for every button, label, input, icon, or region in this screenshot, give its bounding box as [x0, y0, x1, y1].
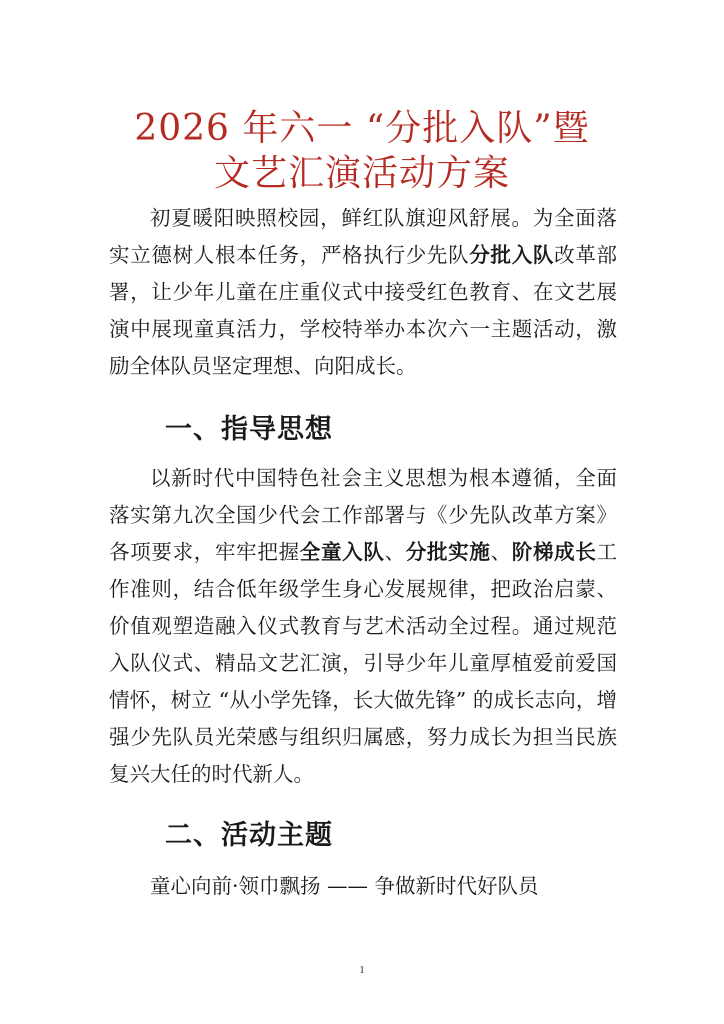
activity-theme-text: 童心向前·领巾飘扬 —— 争做新时代好队员 — [150, 874, 539, 898]
intro-text-part2: 改革部署，让少年儿童在庄重仪式中接受红色教育、在文艺展演中展现童真活力，学校特举办本次六一主题活动，激励全体队员坚定理想、向阳成长。 — [109, 243, 618, 378]
section-heading-guiding-thought: 一、指导思想 — [165, 414, 333, 445]
guide-text-part2: 工作准则，结合低年级学生身心发展规律，把政治启蒙、价值观塑造融入仪式教育与艺术活动全过程。通过规范入队仪式、精品文艺汇演，引导少年儿童厚植爱前爱国情怀，树立 “从小学先锋，长大做先锋” 的成长志向，增强少先队员光荣感与组织归属感，努力成长为担当民族复兴大任的时代新人。 — [109, 540, 618, 786]
guide-bold-term-2: 分批实施 — [405, 540, 491, 564]
page-number: 1 — [359, 964, 365, 976]
guide-separator-1: 、 — [384, 540, 406, 564]
intro-bold-term: 分批入队 — [469, 243, 555, 267]
guiding-thought-paragraph — [109, 460, 617, 793]
document-title-line2: 文艺汇演活动方案 — [213, 153, 510, 194]
guide-text-part1: 以新时代中国特色社会主义思想为根本遵循，全面落实第九次全国少代会工作部署与《少先队改革方案》各项要求，牢牢把握 — [109, 466, 617, 564]
section-heading-activity-theme: 二、活动主题 — [165, 820, 333, 851]
guide-bold-term-3: 阶梯成长 — [511, 540, 597, 564]
guide-separator-2: 、 — [490, 540, 512, 564]
intro-paragraph — [109, 200, 617, 385]
guide-bold-term-1: 全童入队 — [299, 540, 385, 564]
document-title-line1: 2026 年六一 “分批入队”暨 — [134, 108, 590, 149]
intro-text-part1: 初夏暖阳映照校园，鲜红队旗迎风舒展。为全面落实立德树人根本任务，严格执行少先队 — [109, 206, 617, 267]
